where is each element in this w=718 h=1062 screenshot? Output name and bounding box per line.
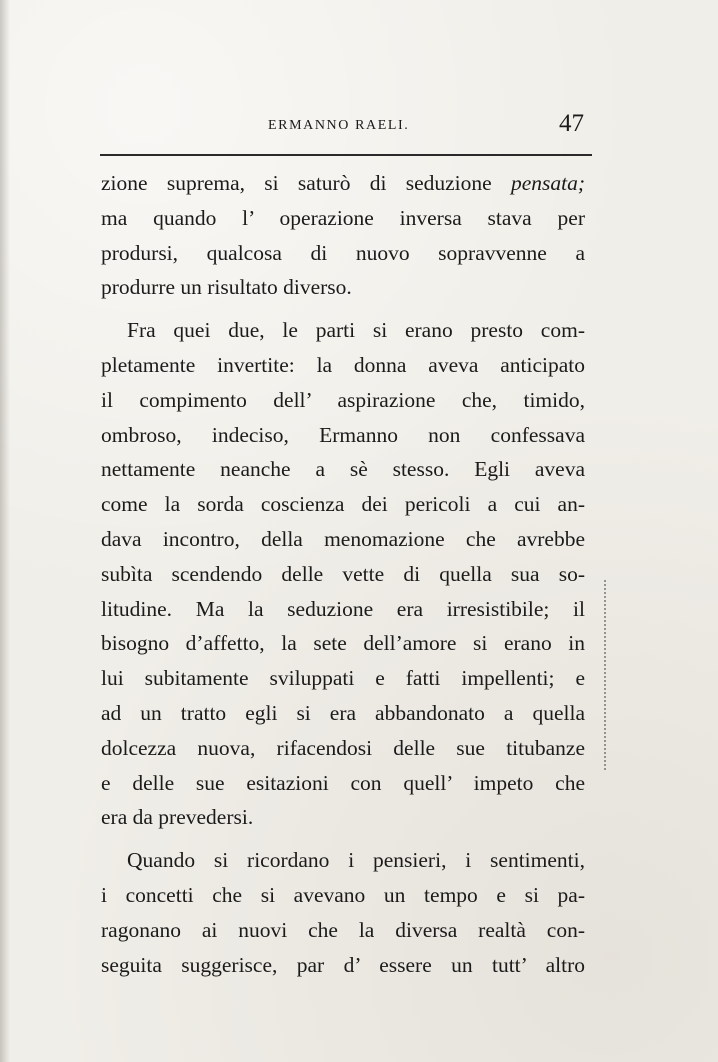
page-edge-marks <box>604 580 614 770</box>
text-line <box>101 166 585 201</box>
page-gutter-shadow <box>0 0 10 1062</box>
text-line: era da prevedersi. <box>101 805 254 830</box>
text-line: prodursi, qualcosa di nuovo sopravvenne a <box>101 240 585 265</box>
page-header <box>100 110 592 154</box>
text-line: il compimento dell’ aspirazione che, timido, <box>101 387 585 412</box>
text-line: ragonano ai nuovi che la diversa realtà con- <box>101 917 585 942</box>
text-line: bisogno d’affetto, la sete dell’amore si erano in <box>101 631 585 656</box>
text-line: ma quando l’ operazione inversa stava per <box>101 205 585 230</box>
text-line: litudine. Ma la seduzione era irresistibile; il <box>101 596 585 621</box>
text-line: Quando si ricordano i pensieri, i sentimenti, <box>127 848 585 873</box>
running-head: ERMANNO RAELI. <box>268 118 410 133</box>
text-line: e delle sue esitazioni con quell’ impeto che <box>101 770 585 795</box>
text-line-italic: pensata; <box>510 171 585 195</box>
text-line: nettamente neanche a sè stesso. Egli aveva <box>101 457 585 482</box>
text-line: produrre un risultato diverso. <box>101 275 352 300</box>
text-line-roman: zione suprema, si saturò di seduzione <box>101 171 492 195</box>
text-line: i concetti che si avevano un tempo e si pa- <box>101 882 585 907</box>
text-line: dolcezza nuova, rifacendosi delle sue titubanze <box>101 735 585 760</box>
paragraph-1 <box>101 166 585 305</box>
text-line: ombroso, indeciso, Ermanno non confessava <box>101 422 585 447</box>
header-rule <box>100 154 592 156</box>
text-line: subìta scendendo delle vette di quella sua so- <box>101 561 585 586</box>
text-line: pletamente invertite: la donna aveva anticipato <box>101 352 585 377</box>
paragraph-2 <box>101 313 585 835</box>
text-line: Fra quei due, le parti si erano presto com- <box>127 318 585 343</box>
page-number: 47 <box>559 110 584 137</box>
text-line: dava incontro, della menomazione che avrebbe <box>101 526 585 551</box>
text-line: lui subitamente sviluppati e fatti impellenti; e <box>101 666 585 691</box>
text-line: come la sorda coscienza dei pericoli a cui an- <box>101 492 585 517</box>
paragraph-3 <box>101 843 585 982</box>
text-line: ad un tratto egli si era abbandonato a quella <box>101 700 585 725</box>
body-text <box>101 166 585 990</box>
text-line: seguita suggerisce, par d’ essere un tutt’ altro <box>101 952 585 977</box>
